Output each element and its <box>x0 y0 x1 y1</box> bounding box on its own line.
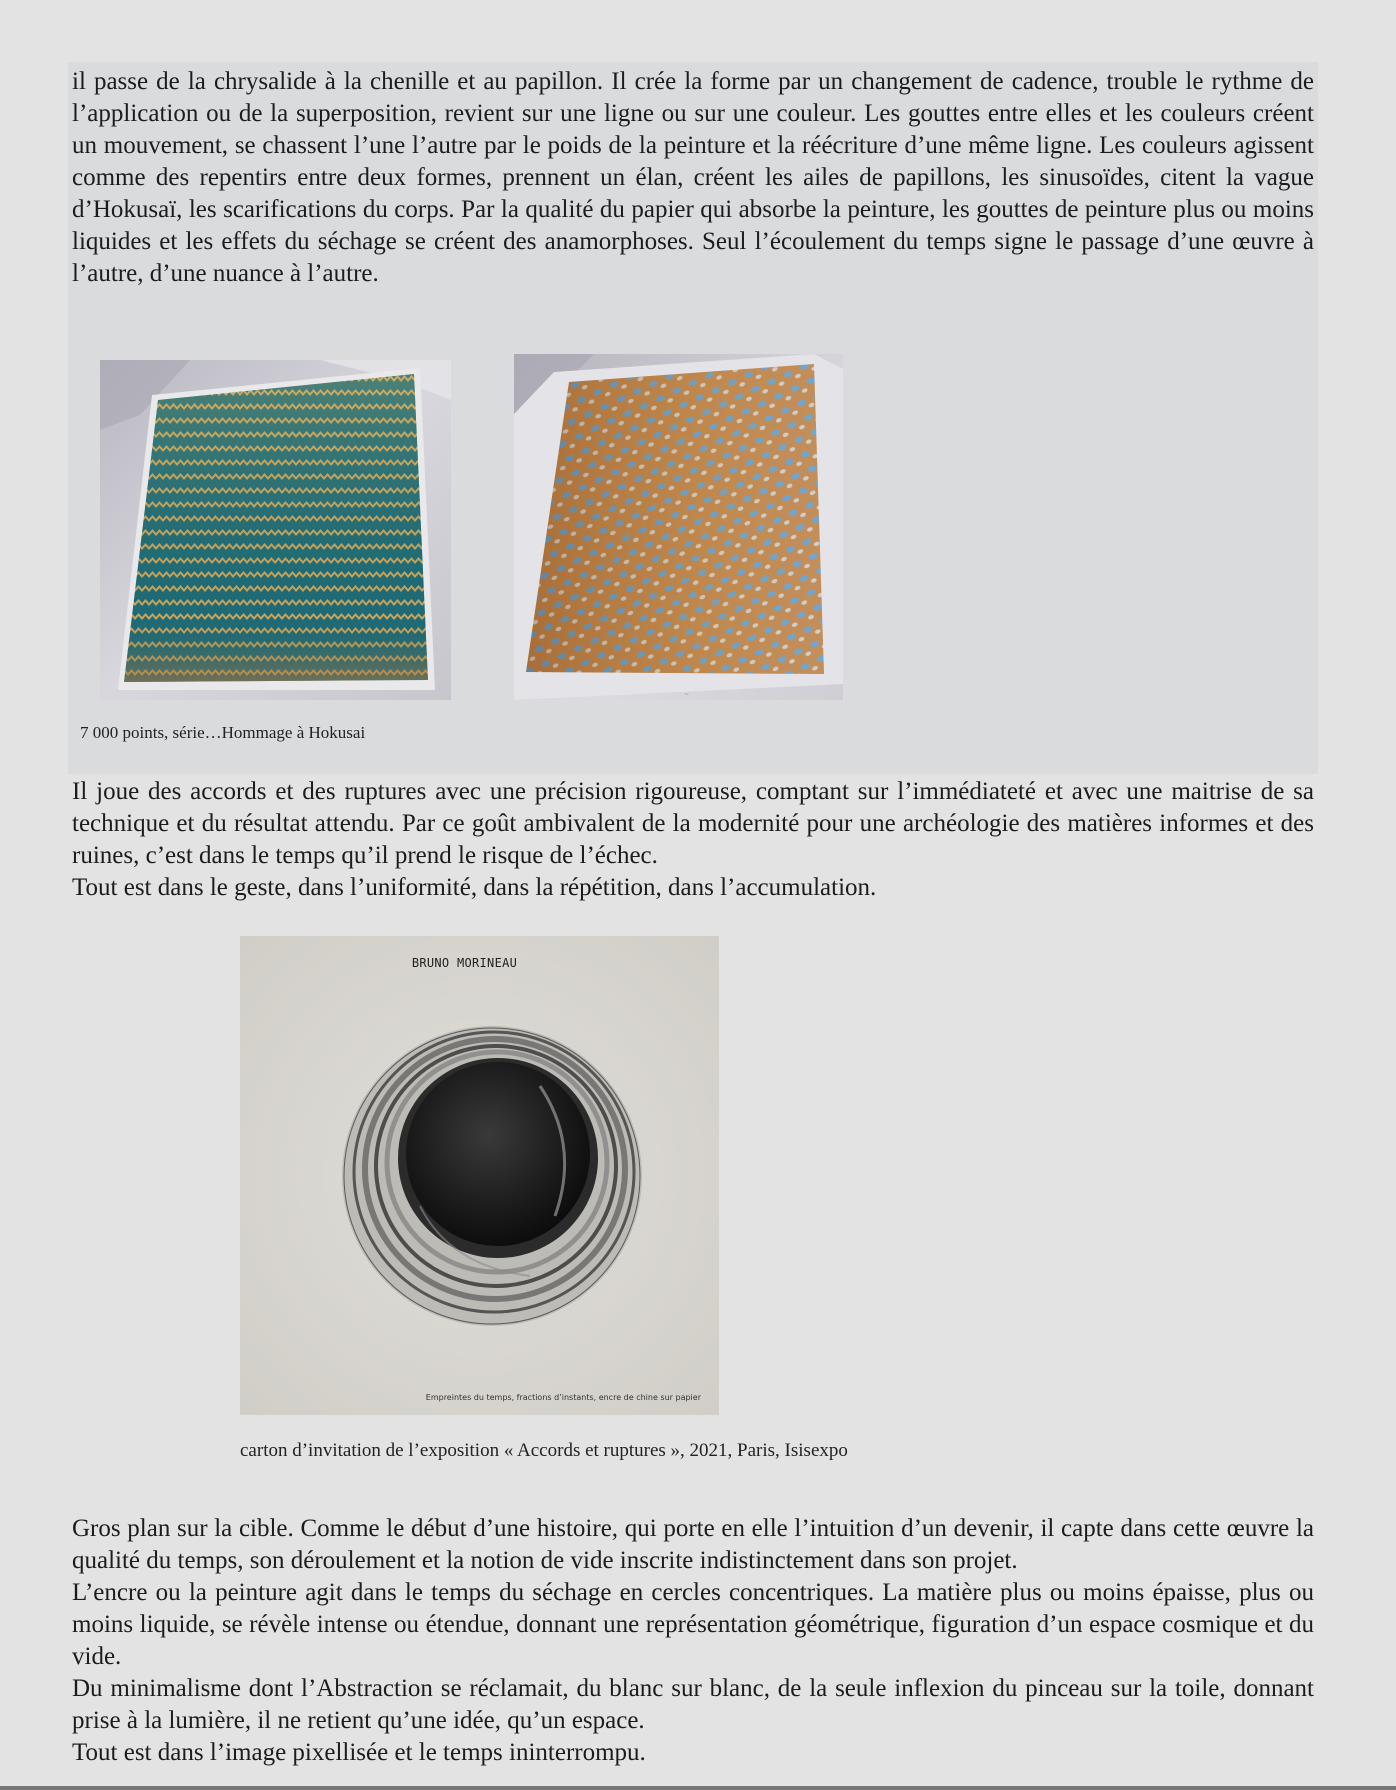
paragraph-2-text-1: Il joue des accords et des ruptures avec une précision rigoureuse, comptant sur l’immédiateté et avec une maitrise de sa technique et du résultat attendu. Par ce goût ambivalent de la modernité pour une archéologie des matières informes et des ruines, c’est dans le temps qu’il prend le risque de l’échec. <box>72 778 1314 869</box>
bottom-rule <box>0 1786 1396 1790</box>
paragraph-3-text-1: Gros plan sur la cible. Comme le début d’une histoire, qui porte en elle l’intuition d’un devenir, il capte dans cette œuvre la qualité du temps, son déroulement et la notion de vide inscrite indistinctement dans son projet. <box>72 1515 1314 1574</box>
figure-1-caption: 7 000 points, série…Hommage à Hokusai <box>80 723 366 742</box>
artwork-signature: ~ <box>684 691 690 698</box>
poster-subtitle: Empreintes du temps, fractions d’instants, encre de chine sur papier <box>425 1393 701 1402</box>
paragraph-1-text: il passe de la chrysalide à la chenille et au papillon. Il crée la forme par un changement de cadence, trouble le rythme de l’application ou de la superposition, revient sur une ligne ou sur une couleur. Les gouttes entre elles et les couleurs créent un mouvement, se chassent l’une l’autre par le poids de la peinture et la réécriture d’une même ligne. Les couleurs agissent comme des repentirs entre deux formes, prennent un élan, créent les ailes de papillons, les sinusoïdes, citent la vague d’Hokusaï, les scarifications du corps. Par la qualité du papier qui absorbe la peinture, les gouttes de peinture plus ou moins liquides et les effets du séchage se créent des anamorphoses. Seul l’écoulement du temps signe le passage d’une œuvre à l’autre, d’une nuance à l’autre. <box>72 68 1314 287</box>
artwork-hokusai-zigzag-image <box>100 360 451 700</box>
paragraph-1 <box>72 66 1314 290</box>
artwork-hokusai-drops <box>514 354 843 700</box>
paragraph-3-text-2: L’encre ou la peinture agit dans le temps du séchage en cercles concentriques. La matière plus ou moins épaisse, plus ou moins liquide, se révèle intense ou étendue, donnant une représentation géométrique, figuration d’un espace cosmique et du vide. <box>72 1579 1314 1670</box>
paragraph-2 <box>72 776 1314 904</box>
paragraph-2-text-2: Tout est dans le geste, dans l’uniformité, dans la répétition, dans l’accumulation. <box>72 874 877 901</box>
poster-artist-name: BRUNO MORINEAU <box>411 956 518 970</box>
paragraph-3-text-4: Tout est dans l’image pixellisée et le temps ininterrompu. <box>72 1739 646 1766</box>
artwork-hokusai-zigzag <box>100 360 451 700</box>
ink-circle-image <box>240 936 719 1415</box>
paragraph-3 <box>72 1513 1314 1769</box>
paragraph-3-text-3: Du minimalisme dont l’Abstraction se réclamait, du blanc sur blanc, de la seule inflexion du pinceau sur la toile, donnant prise à la lumière, il ne retient qu’une idée, qu’un espace. <box>72 1675 1314 1734</box>
invitation-poster <box>240 936 719 1415</box>
figure-2-caption: carton d’invitation de l’exposition « Accords et ruptures », 2021, Paris, Isisexpo <box>240 1440 848 1461</box>
artwork-hokusai-drops-image <box>514 354 843 700</box>
